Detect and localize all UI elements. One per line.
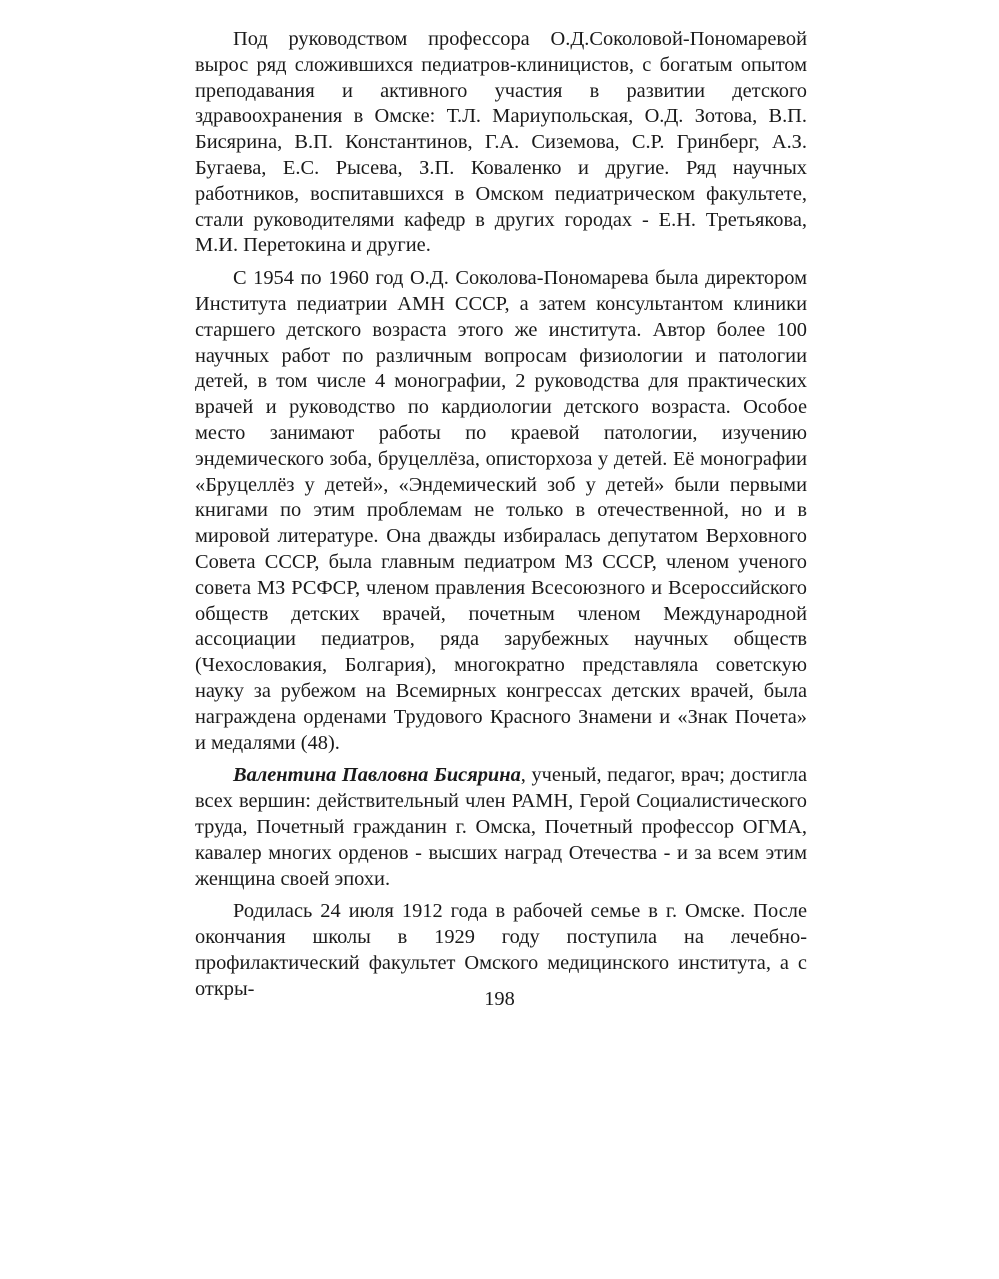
paragraph-2-text: С 1954 по 1960 год О.Д. Соколова-Пономарева была директором Института педиатрии АМН СССР, а затем консультантом клиники старшего детского возраста этого же института. Автор более 100 научных работ по различным вопросам физиологии и патологии детей, в том числе 4 монографии, 2 руководства для практических врачей и руководство по кардиологии детского возраста. Особое место занимают работы по краевой патологии, изучению эндемического зоба, бруцеллёза, описторхоза у детей. Её монографии «Бруцеллёз у детей», «Эндемический зоб у детей» были первыми книгами по этим проблемам не только в отечественной, но и в мировой литературе. Она дважды избиралась депутатом Верховного Совета СССР, была главным педиатром МЗ СССР, членом ученого совета МЗ РСФСР, членом правления Всесоюзного и Всероссийского обществ детских врачей, почетным членом Международной ассоциации педиатров, ряда зарубежных научных обществ (Чехословакия, Болгария), многократно представляла советскую науку за рубежом на Всемирных конгрессах детских врачей, была награждена орденами Трудового Красного Знамени и «Знак Почета» и медалями (48).	[195, 267, 807, 754]
paragraph-4-text: Родилась 24 июля 1912 года в рабочей семье в г. Омске. После окончания школы в 1929 году поступила на лечебно-профилактический факультет Омского медицинского института, а с откры-	[195, 900, 807, 1000]
paragraph-2	[195, 266, 807, 756]
body-text	[195, 27, 807, 1009]
paragraph-1-text: Под руководством профессора О.Д.Соколовой-Пономаревой вырос ряд сложившихся педиатров-клиницистов, с богатым опытом преподавания и активного участия в развитии детского здравоохранения в Омске: Т.Л. Мариупольская, О.Д. Зотова, В.П. Бисярина, В.П. Константинов, Г.А. Сиземова, С.Р. Гринберг, А.З. Бугаева, Е.С. Рысева, З.П. Коваленко и другие. Ряд научных работников, воспитавшихся в Омском педиатрическом факультете, стали руководителями кафедр в других городах - Е.Н. Третьякова, М.И. Перетокина и другие.	[195, 28, 807, 257]
paragraph-1	[195, 27, 807, 259]
person-name-lead: Валентина Павловна Бисярина	[233, 764, 521, 787]
paragraph-3	[195, 763, 807, 892]
page-number: 198	[484, 988, 515, 1010]
paragraph-3-text: , ученый, педагог, врач; достигла всех вершин: действительный член РАМН, Герой Социалистического труда, Почетный гражданин г. Омска, Почетный профессор ОГМА, кавалер многих орденов - высших наград Отечества - и за всем этим женщина своей эпохи.	[195, 764, 807, 890]
